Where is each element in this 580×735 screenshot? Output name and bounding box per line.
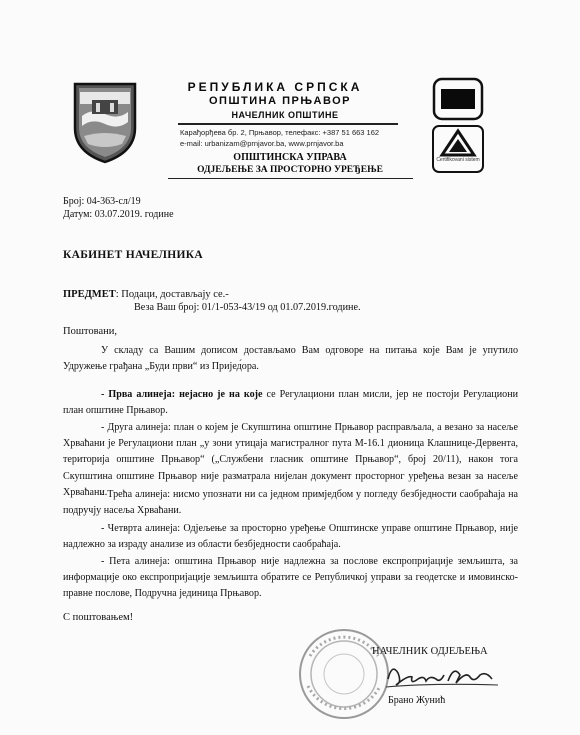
handwritten-signature-icon [382, 657, 502, 693]
item-2-text: : план о којем је Скупштина општине Прњавор расправљала, а везано за насеље Хрваћани је Регулациони план „у зони утицаја магистралног пута М-16.1 дионица Клашнице-Дервента, територија општине Прњавор“ („Службени гласник општине Прњавор“, број 20/11), након тога Скупштина општине Прњавор није разматрала нијелан документ просторног уређења везан за насеље Хрваћани. [63, 422, 518, 498]
letterhead-divider [178, 123, 398, 125]
letterhead-municipality: ОПШТИНА ПРЊАВОР [208, 95, 352, 107]
letterhead-email: e-mail: urbanizam@prnjavor.ba, www.prnjavor.ba [180, 139, 344, 148]
certification-logo-icon [430, 123, 486, 175]
closing: С поштовањем! [63, 612, 134, 623]
subject-line [63, 289, 229, 300]
letterhead-address: Карађорђева бр. 2, Прњавор, телефакс: +387 51 663 162 [180, 128, 380, 137]
coat-of-arms-icon [70, 78, 140, 164]
letterhead-administration: ОПШТИНСКА УПРАВА [233, 152, 347, 163]
intro-paragraph: У складу са Вашим дописом достављамо Вам одговоре на питања које Вам је упутило Удружење грађана „Буди први“ из Пријед́ора. [63, 345, 518, 373]
item-5-text: : општина Прњавор није надлежна за послове експропријације земљишта, за информације око експропријације земљишта обратите се Републичкој управи за геодетске и имовинско-правне послове, Подручна јединица Прњавор. [63, 556, 518, 600]
item-1-text: се Регулациони план мисли, јер не постоји Регулациони план општине Прњавор. [63, 389, 518, 417]
item-3-lead: - Трећа алинеја [101, 489, 168, 500]
letterhead-office: НАЧЕЛНИК ОПШТИНЕ [231, 110, 339, 120]
item-1 [63, 387, 518, 419]
item-2-lead: - Друга алинеја [101, 422, 168, 433]
subject-reference: Веза Ваш број: 01/1-053-43/19 од 01.07.2019.године. [134, 302, 361, 313]
letterhead-department: ОДЈЕЉЕЊЕ ЗА ПРОСТОРНО УРЕЂЕЊЕ [197, 165, 383, 175]
subject-text: : Подаци, достављају се.- [115, 289, 229, 300]
signatory-name: Брано Жунић [388, 695, 446, 706]
document-date: Датум: 03.07.2019. године [63, 209, 174, 220]
subject-label: ПРЕДМЕТ [63, 289, 116, 300]
item-3-text: : нисмо упознати ни са једном примједбом у погледу безбједности саобраћаја на подручју насеља Хрваћани. [63, 489, 518, 517]
letterhead-republic: РЕПУБЛИКА СРПСКА [187, 80, 363, 94]
item-4 [63, 521, 518, 553]
letterhead-contact [180, 127, 379, 149]
item-5-lead: - Пета алинеја [101, 556, 167, 567]
item-5 [63, 554, 518, 603]
item-4-lead: - Четврта алинеја [101, 523, 178, 534]
municipality-logo-icon [432, 77, 484, 121]
letterhead-divider-lower [168, 178, 413, 179]
salutation: Поштовани, [63, 326, 117, 337]
item-4-text: : Одјељење за просторно уређење Општинске управе општине Прњавор, није надлежно за израду анализе из области безбједности саобраћаја. [63, 523, 518, 551]
signatory-title: НАЧЕЛНИК ОДЈЕЉЕЊА [372, 646, 488, 657]
official-stamp-icon [296, 626, 392, 722]
certification-caption: Certifikovani sistem [436, 157, 480, 163]
document-number: Број: 04-363-сл/19 [63, 196, 141, 207]
item-1-lead: - Прва алинеја: нејасно је на које [101, 389, 263, 400]
item-3 [63, 487, 518, 519]
recipient-heading: КАБИНЕТ НАЧЕЛНИКА [63, 249, 204, 261]
